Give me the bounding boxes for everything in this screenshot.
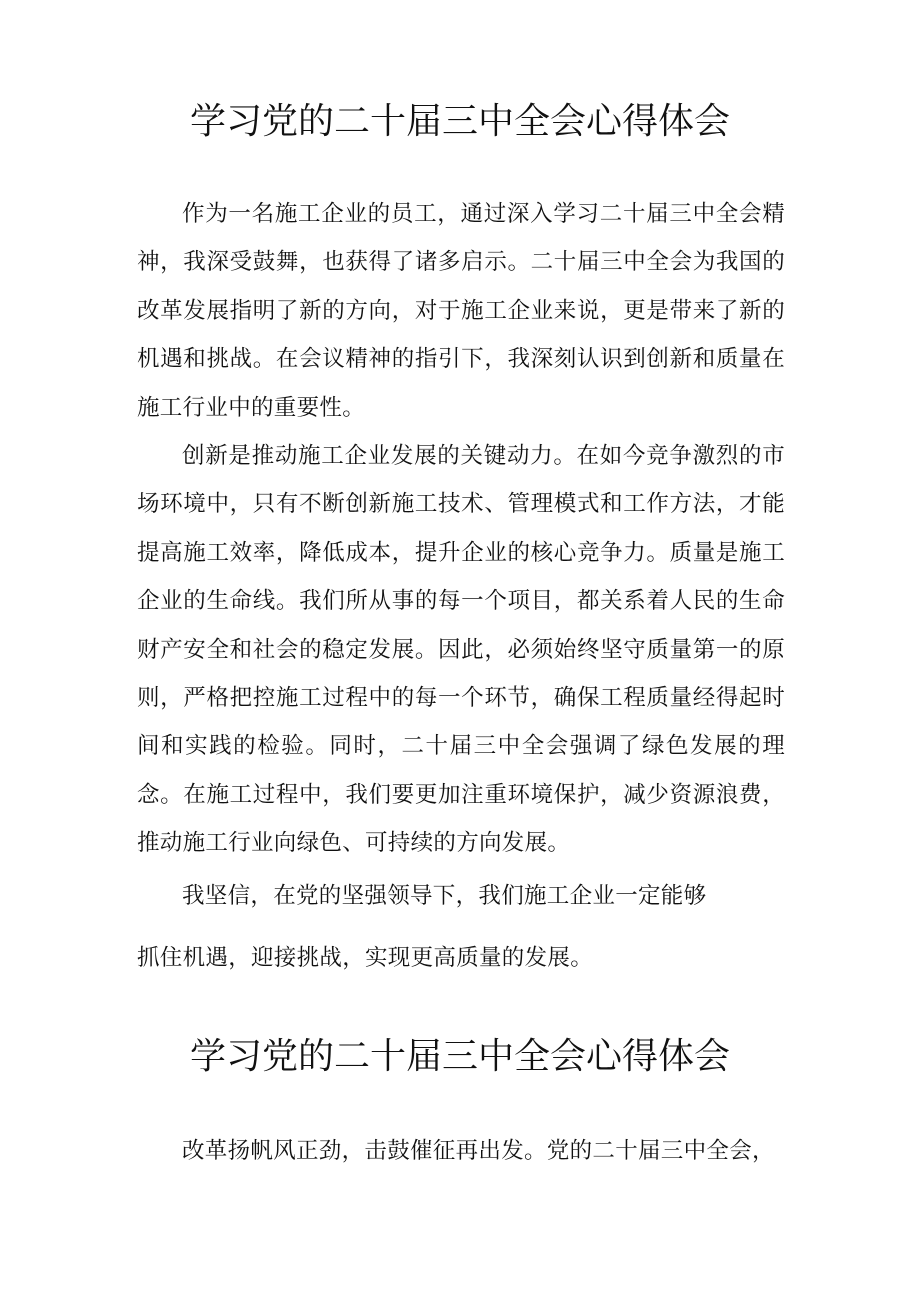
article-2-title: 学习党的二十届三中全会心得体会 [189, 1036, 730, 1077]
article-1-paragraph-3: 我坚信，在党的坚强领导下，我们施工企业一定能够 [182, 883, 707, 909]
article-1-paragraph-1: 作为一名施工企业的员工，通过深入学习二十届三中全会精神，我深受鼓舞，也获得了诸多启示。二十届三中全会为我国的改革发展指明了新的方向，对于施工企业来说，更是带来了新的机遇和挑战。在会议精神的指引下，我深刻认识到创新和质量在施工行业中的重要性。 [137, 201, 785, 421]
article-2-paragraph-1: 改革扬帆风正劲，击鼓催征再出发。党的二十届三中全会， [182, 1138, 775, 1164]
article-1-title: 学习党的二十届三中全会心得体会 [189, 101, 730, 142]
article-1-paragraph-2: 创新是推动施工企业发展的关键动力。在如今竞争激烈的市场环境中，只有不断创新施工技术、管理模式和工作方法，才能提高施工效率，降低成本，提升企业的核心竞争力。质量是施工企业的生命线。我们所从事的每一个项目，都关系着人民的生命财产安全和社会的稳定发展。因此，必须始终坚守质量第一的原则，严格把控施工过程中的每一个环节，确保工程质量经得起时间和实践的检验。同时，二十届三中全会强调了绿色发展的理念。在施工过程中，我们要更加注重环境保护，减少资源浪费，推动施工行业向绿色、可持续的方向发展。 [137, 443, 785, 857]
article-1-paragraph-3-continuation: 抓住机遇，迎接挑战，实现更高质量的发展。 [137, 945, 594, 971]
